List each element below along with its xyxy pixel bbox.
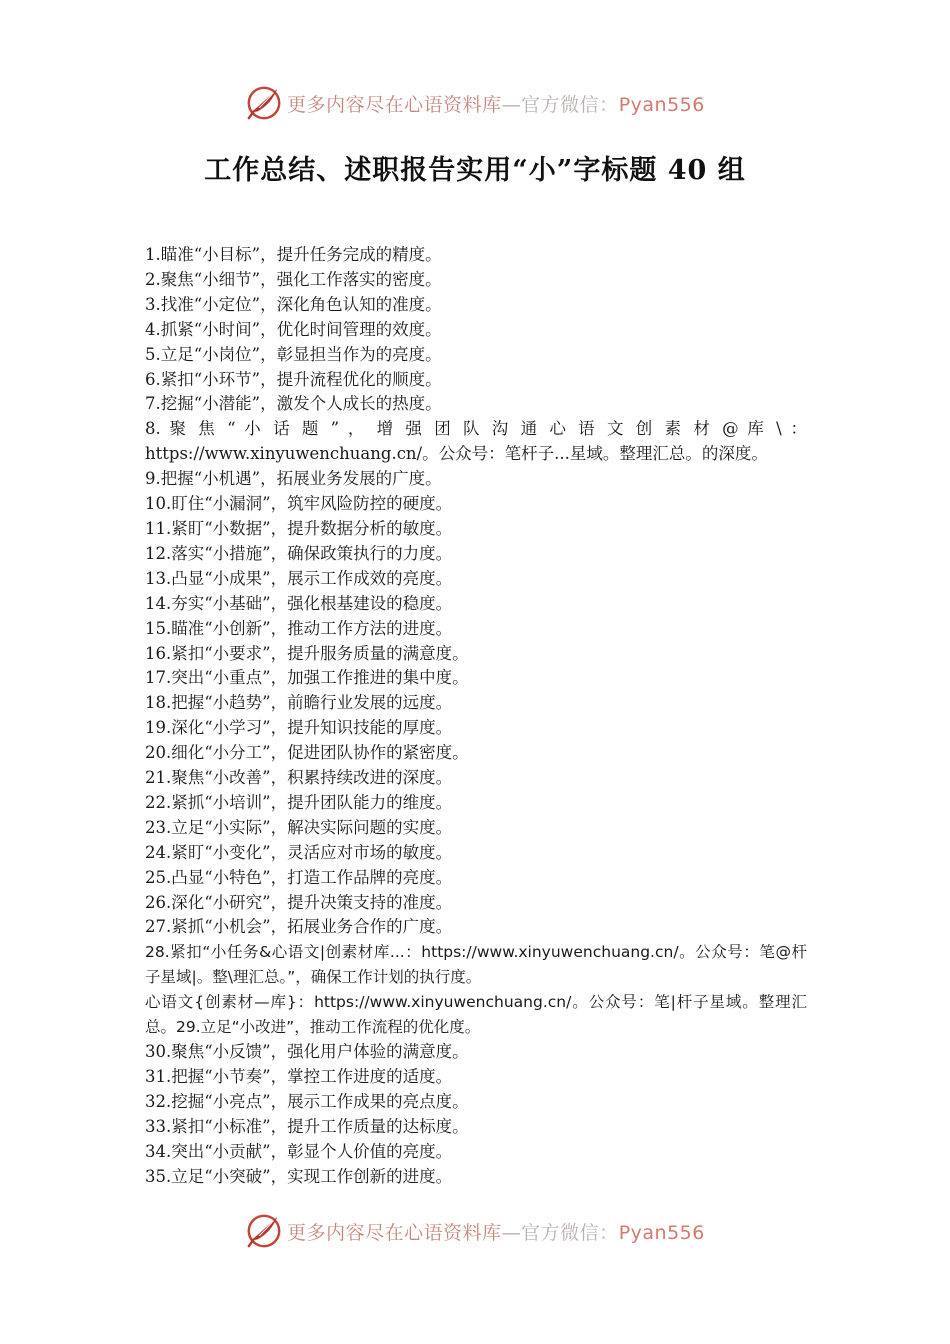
quill-pen-logo-icon <box>245 84 283 122</box>
list-item: 1.瞄准“小目标”，提升任务完成的精度。 <box>145 245 442 264</box>
list-item: 16.紧扣“小要求”，提升服务质量的满意度。 <box>145 643 469 663</box>
list-item: 17.突出“小重点”，加强工作推进的集中度。 <box>145 668 469 688</box>
banner-separator: — <box>501 93 522 116</box>
list-item: 14.夯实“小基础”，强化根基建设的稳度。 <box>145 593 453 613</box>
banner-wechat-id: Pyan556 <box>618 93 705 116</box>
list-item: 3.找准“小定位”，深化角色认知的准度。 <box>145 294 442 314</box>
banner-main-text: 更多内容尽在心语资料库 <box>287 1221 502 1244</box>
footer-banner <box>0 1209 950 1253</box>
list-item: 7.挖掘“小潜能”，激发个人成长的热度。 <box>145 394 442 414</box>
document-title: 工作总结、述职报告实用“小”字标题 40 组 <box>204 155 746 186</box>
list-item: 心语文{创素材—库}：https://www.xinyuwenchuang.cn/。公众号：笔|杆子星域。整理汇总。29.立足“小改进”，推动工作流程的优化度。 <box>145 993 807 1037</box>
list-item: 33.紧扣“小标准”，提升工作质量的达标度。 <box>145 1116 469 1136</box>
list-item: 34.突出“小贡献”，彰显个人价值的亮度。 <box>145 1141 453 1161</box>
list-item: 25.凸显“小特色”，打造工作品牌的亮度。 <box>145 867 453 887</box>
list-item: 12.落实“小措施”，确保政策执行的力度。 <box>145 543 453 563</box>
list-item: 28.紧扣“小任务&心语文|创素材库...：https://www.xinyuwenchuang.cn/。公众号：笔@杆子星域|。整\理汇总。”，确保工作计划的执行度。 <box>145 943 807 987</box>
banner-wechat-id: Pyan556 <box>618 1221 705 1244</box>
list-item: 9.把握“小机遇”，拓展业务发展的广度。 <box>145 469 442 489</box>
list-item: 35.立足“小突破”，实现工作创新的进度。 <box>145 1166 453 1186</box>
list-item: 6.紧扣“小环节”，提升流程优化的顺度。 <box>145 369 442 389</box>
list-item: 30.聚焦“小反馈”，强化用户体验的满意度。 <box>145 1042 469 1061</box>
list-item: 23.立足“小实际”，解决实际问题的实度。 <box>145 817 453 837</box>
list-item: 10.盯住“小漏洞”，筑牢风险防控的硬度。 <box>145 494 453 514</box>
banner-main-text: 更多内容尽在心语资料库 <box>287 93 502 116</box>
list-item: 15.瞄准“小创新”，推动工作方法的进度。 <box>145 618 453 638</box>
list-item: 11.紧盯“小数据”，提升数据分析的敏度。 <box>145 518 453 538</box>
quill-pen-logo-icon <box>245 1212 283 1250</box>
list-item: 24.紧盯“小变化”，灵活应对市场的敏度。 <box>145 842 453 862</box>
list-item: 26.深化“小研究”，提升决策支持的准度。 <box>145 892 453 912</box>
list-item: 19.深化“小学习”，提升知识技能的厚度。 <box>145 718 453 738</box>
list-item: 5.立足“小岗位”，彰显担当作为的亮度。 <box>145 344 442 364</box>
list-item: 27.紧抓“小机会”，拓展业务合作的广度。 <box>145 917 453 937</box>
list-item: 22.紧抓“小培训”，提升团队能力的维度。 <box>145 792 453 812</box>
list-item: 4.抓紧“小时间”，优化时间管理的效度。 <box>145 319 442 339</box>
list-item: 8. 聚 焦 “ 小 话 题 ” ， 增 强 团 队 沟 通 心 语 文 创 素 材 @ 库 \ ： https://www.xinyuwenchuang.cn/。公众号：笔杆子...星域。整理汇总。的深度。 <box>145 419 807 464</box>
list-item: 31.把握“小节奏”，掌控工作进度的适度。 <box>145 1066 453 1086</box>
list-item: 20.细化“小分工”，促进团队协作的紧密度。 <box>145 743 469 763</box>
list-item: 32.挖掘“小亮点”，展示工作成果的亮点度。 <box>145 1091 469 1111</box>
header-banner <box>0 81 950 125</box>
banner-wechat-label: 官方微信： <box>521 1221 619 1244</box>
banner-wechat-label: 官方微信： <box>521 93 619 116</box>
banner-text <box>287 90 705 117</box>
title-list <box>145 243 807 1189</box>
list-item: 2.聚焦“小细节”，强化工作落实的密度。 <box>145 269 442 289</box>
banner-text <box>287 1218 705 1245</box>
list-item: 21.聚焦“小改善”，积累持续改进的深度。 <box>145 768 453 788</box>
banner-separator: — <box>501 1221 522 1244</box>
list-item: 18.把握“小趋势”，前瞻行业发展的远度。 <box>145 693 453 713</box>
list-item: 13.凸显“小成果”，展示工作成效的亮度。 <box>145 568 453 588</box>
